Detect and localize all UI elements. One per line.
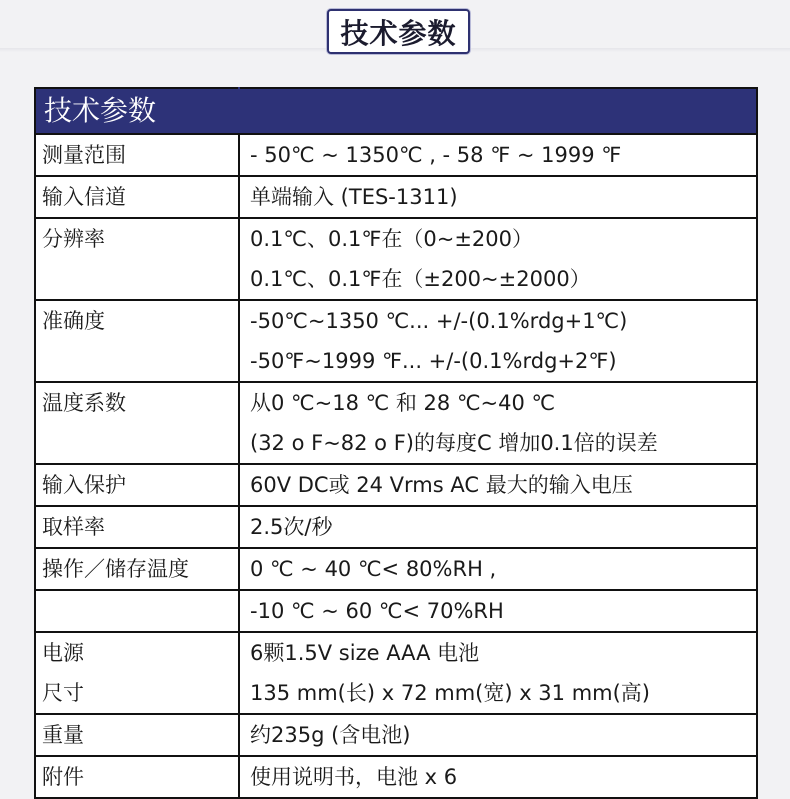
row-value-line: -10 ℃ ~ 60 ℃< 70%RH	[250, 599, 504, 623]
table-row	[35, 756, 757, 798]
table-row	[35, 176, 757, 218]
row-label-line: 准确度	[42, 309, 105, 333]
row-label	[35, 714, 239, 756]
row-value-line: (32 o F~82 o F)的每度C 增加0.1倍的误差	[250, 431, 658, 455]
row-label	[35, 506, 239, 548]
table-row	[35, 134, 757, 176]
table-row	[35, 590, 757, 632]
row-value-line: 6颗1.5V size AAA 电池	[250, 641, 480, 665]
row-label-line	[42, 259, 238, 299]
row-label-line: 电源	[42, 641, 84, 665]
row-label-line: 分辨率	[42, 227, 105, 251]
row-label	[35, 300, 239, 382]
row-label	[35, 218, 239, 300]
row-label-line: 取样率	[42, 515, 105, 539]
row-value	[239, 218, 757, 300]
row-value	[239, 176, 757, 218]
row-value	[239, 300, 757, 382]
row-label-line	[42, 591, 238, 631]
row-label	[35, 176, 239, 218]
row-value	[239, 590, 757, 632]
row-label	[35, 632, 239, 714]
row-value-line: 约235g (含电池)	[250, 723, 411, 747]
row-value	[239, 548, 757, 590]
page-title: 技术参数	[327, 9, 470, 54]
row-label	[35, 134, 239, 176]
table-row	[35, 714, 757, 756]
row-value-line: -50℉~1999 ℉... +/-(0.1%rdg+2℉)	[250, 349, 617, 373]
table-row	[35, 632, 757, 714]
row-label-line: 测量范围	[42, 143, 126, 167]
row-value-line: - 50℃ ~ 1350℃ , - 58 ℉ ~ 1999 ℉	[250, 143, 622, 167]
row-value-line: -50℃~1350 ℃... +/-(0.1%rdg+1℃)	[250, 309, 628, 333]
table-row	[35, 382, 757, 464]
table-row	[35, 218, 757, 300]
row-label-line: 输入保护	[42, 473, 126, 497]
row-value-line: 0 ℃ ~ 40 ℃< 80%RH ,	[250, 557, 497, 581]
row-label-line	[42, 423, 238, 463]
spec-table	[34, 87, 758, 799]
table-row	[35, 506, 757, 548]
row-label-line: 尺寸	[42, 681, 84, 705]
table-row	[35, 300, 757, 382]
row-label-line: 温度系数	[42, 391, 126, 415]
row-label-line: 重量	[42, 723, 84, 747]
row-label	[35, 548, 239, 590]
row-label	[35, 756, 239, 798]
row-value	[239, 506, 757, 548]
row-value-line: 使用说明书，电池 x 6	[250, 765, 458, 789]
table-row	[35, 464, 757, 506]
row-value-line: 0.1℃、0.1℉在（±200~±2000）	[250, 267, 591, 291]
row-label-line: 附件	[42, 765, 84, 789]
row-value	[239, 134, 757, 176]
row-value	[239, 632, 757, 714]
row-value-line: 2.5次/秒	[250, 515, 333, 539]
table-header: 技术参数	[35, 88, 239, 134]
table-row	[35, 548, 757, 590]
row-value-line: 135 mm(长) x 72 mm(宽) x 31 mm(高)	[250, 681, 651, 705]
row-label	[35, 382, 239, 464]
row-label-line: 操作／储存温度	[42, 557, 189, 581]
row-value	[239, 756, 757, 798]
row-value	[239, 382, 757, 464]
row-label	[35, 464, 239, 506]
row-value-line: 60V DC或 24 Vrms AC 最大的输入电压	[250, 473, 633, 497]
row-value-line: 0.1℃、0.1℉在（0~±200）	[250, 227, 533, 251]
row-label	[35, 590, 239, 632]
row-value-line: 单端输入 (TES-1311)	[250, 185, 458, 209]
row-value	[239, 464, 757, 506]
row-value	[239, 714, 757, 756]
table-header-row	[35, 88, 757, 134]
row-label-line: 输入信道	[42, 185, 126, 209]
row-value-line: 从0 ℃~18 ℃ 和 28 ℃~40 ℃	[250, 391, 556, 415]
row-label-line	[42, 341, 238, 381]
